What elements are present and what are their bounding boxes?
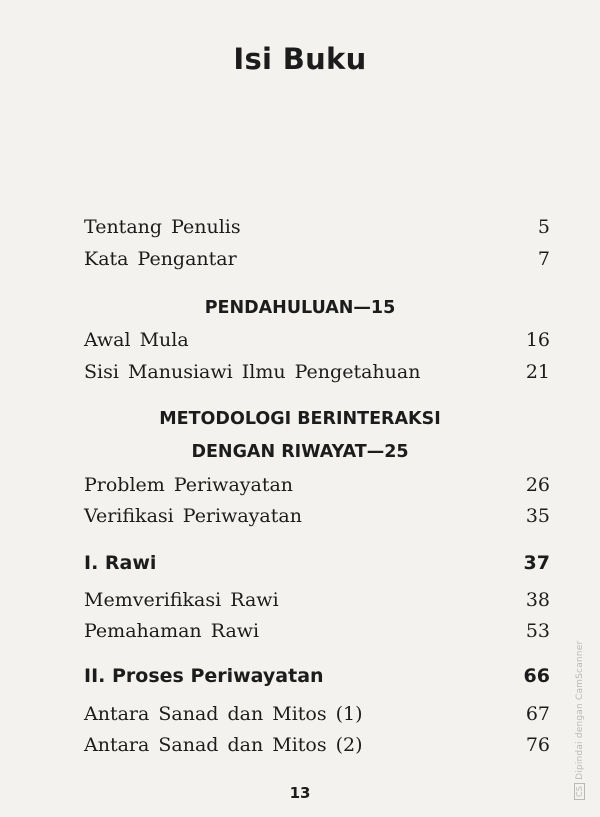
toc-entry: [84, 329, 550, 357]
toc-entry: [84, 703, 550, 731]
toc-entry-label: Problem Periwayatan: [84, 474, 294, 496]
toc-entry: [84, 361, 550, 389]
part-heading-label: I. Rawi: [84, 552, 157, 574]
section-heading-metodologi-line-1: METODOLOGI BERINTERAKSI: [159, 409, 441, 429]
page-title: Isi Buku: [233, 42, 367, 76]
toc-entry: [84, 248, 550, 276]
scanner-watermark: [574, 641, 585, 800]
toc-entry-label: Memverifikasi Rawi: [84, 589, 279, 611]
toc-entry-page: 53: [525, 620, 550, 642]
toc-entry: [84, 474, 550, 502]
part-heading-page: 37: [523, 552, 550, 574]
toc-entry-page: 7: [537, 248, 550, 270]
part-heading-page: 66: [523, 665, 550, 687]
toc-entry-page: 16: [525, 329, 550, 351]
toc-entry-page: 38: [525, 589, 550, 611]
toc-entry: [84, 589, 550, 617]
toc-entry-label: Kata Pengantar: [84, 248, 237, 270]
section-heading-pendahuluan: PENDAHULUAN—15: [204, 298, 396, 318]
toc-entry: [84, 734, 550, 762]
toc-entry-page: 5: [537, 216, 550, 238]
toc-entry-label: Verifikasi Periwayatan: [84, 505, 302, 527]
toc-entry-page: 35: [525, 505, 550, 527]
toc-entry-label: Pemahaman Rawi: [84, 620, 260, 642]
toc-entry: [84, 216, 550, 244]
toc-entry: [84, 620, 550, 648]
toc-entry-label: Antara Sanad dan Mitos (1): [84, 703, 363, 725]
page-number: 13: [289, 784, 311, 802]
toc-entry-page: 67: [525, 703, 550, 725]
toc-entry-page: 26: [525, 474, 550, 496]
part-heading-proses: [84, 665, 550, 693]
toc-entry: [84, 505, 550, 533]
toc-entry-page: 21: [525, 361, 550, 383]
toc-entry-label: Tentang Penulis: [84, 216, 241, 238]
toc-entry-label: Awal Mula: [84, 329, 189, 351]
toc-entry-page: 76: [525, 734, 550, 756]
camscanner-badge: CS: [574, 783, 585, 800]
toc-entry-label: Sisi Manusiawi Ilmu Pengetahuan: [84, 361, 421, 383]
part-heading-rawi: [84, 552, 550, 580]
section-heading-metodologi-line-2: DENGAN RIWAYAT—25: [191, 442, 409, 462]
toc-entry-label: Antara Sanad dan Mitos (2): [84, 734, 363, 756]
part-heading-label: II. Proses Periwayatan: [84, 665, 324, 687]
watermark-text: Dipindai dengan CamScanner: [575, 640, 585, 780]
